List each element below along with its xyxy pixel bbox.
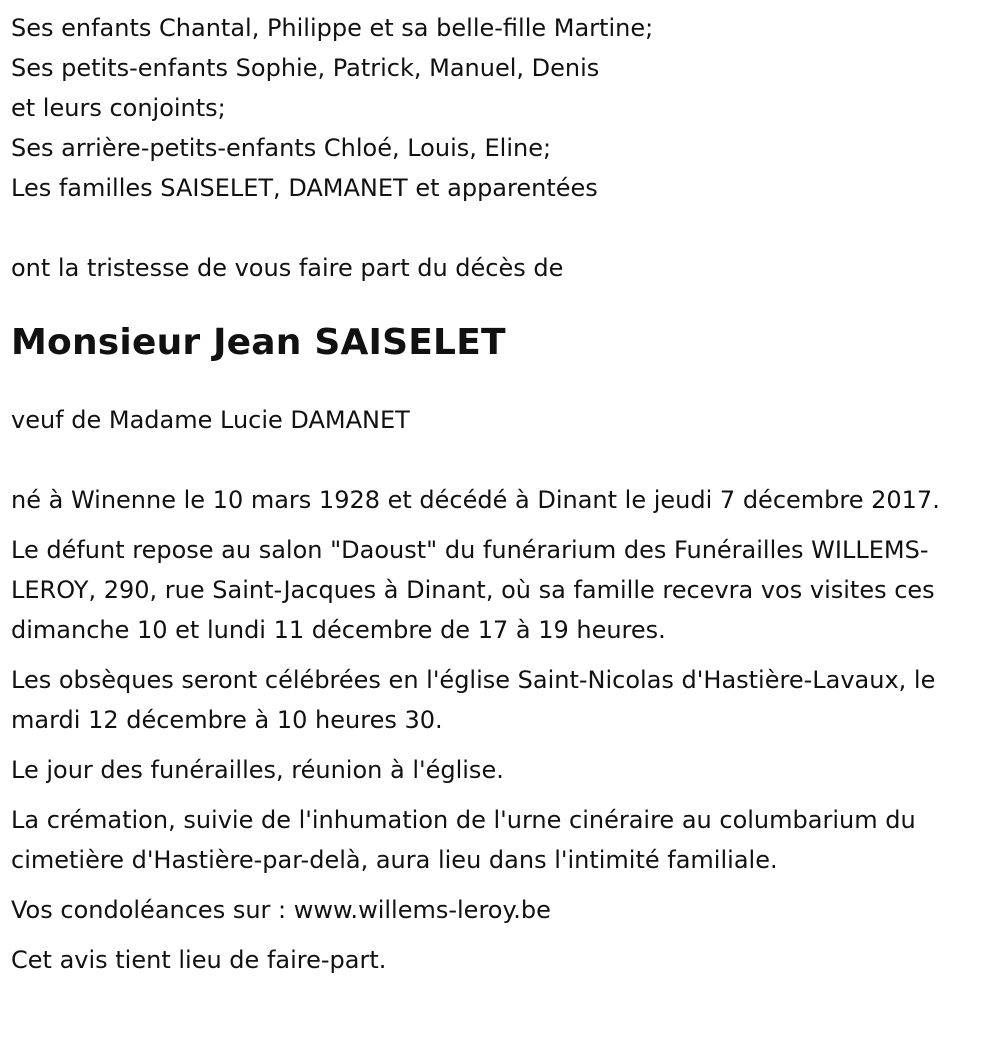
family-line-grandchildren: Ses petits-enfants Sophie, Patrick, Manuel, Denis [11,54,600,82]
family-line-spouses: et leurs conjoints; [11,94,226,122]
deceased-name: Monsieur Jean SAISELET [11,322,506,363]
obituary-notice [11,8,995,980]
condolences-text: Vos condoléances sur : www.willems-leroy.be [11,896,551,924]
cremation-text: La crémation, suivie de l'inhumation de l'urne cinéraire au columbarium du cimetière d'Hastière-par-delà, aura lieu dans l'intimité familiale. [11,806,916,874]
intro-text: ont la tristesse de vous faire part du décès de [11,254,564,282]
spouse-text: veuf de Madame Lucie DAMANET [11,406,410,434]
family-line-great-grandchildren: Ses arrière-petits-enfants Chloé, Louis, Eline; [11,134,552,162]
meeting-text: Le jour des funérailles, réunion à l'église. [11,756,504,784]
repose-text: Le défunt repose au salon "Daoust" du funérarium des Funérailles WILLEMS-LEROY, 290, rue Saint-Jacques à Dinant, où sa famille recevra vos visites ces dimanche 10 et lundi 11 décembre de 17 à 19 heures. [11,536,935,644]
family-line-children: Ses enfants Chantal, Philippe et sa belle-fille Martine; [11,14,654,42]
family-line-families: Les familles SAISELET, DAMANET et apparentées [11,174,598,202]
birth-death-text: né à Winenne le 10 mars 1928 et décédé à Dinant le jeudi 7 décembre 2017. [11,486,940,514]
funeral-text: Les obsèques seront célébrées en l'église Saint-Nicolas d'Hastière-Lavaux, le mardi 12 décembre à 10 heures 30. [11,666,936,734]
closing-text: Cet avis tient lieu de faire-part. [11,946,387,974]
